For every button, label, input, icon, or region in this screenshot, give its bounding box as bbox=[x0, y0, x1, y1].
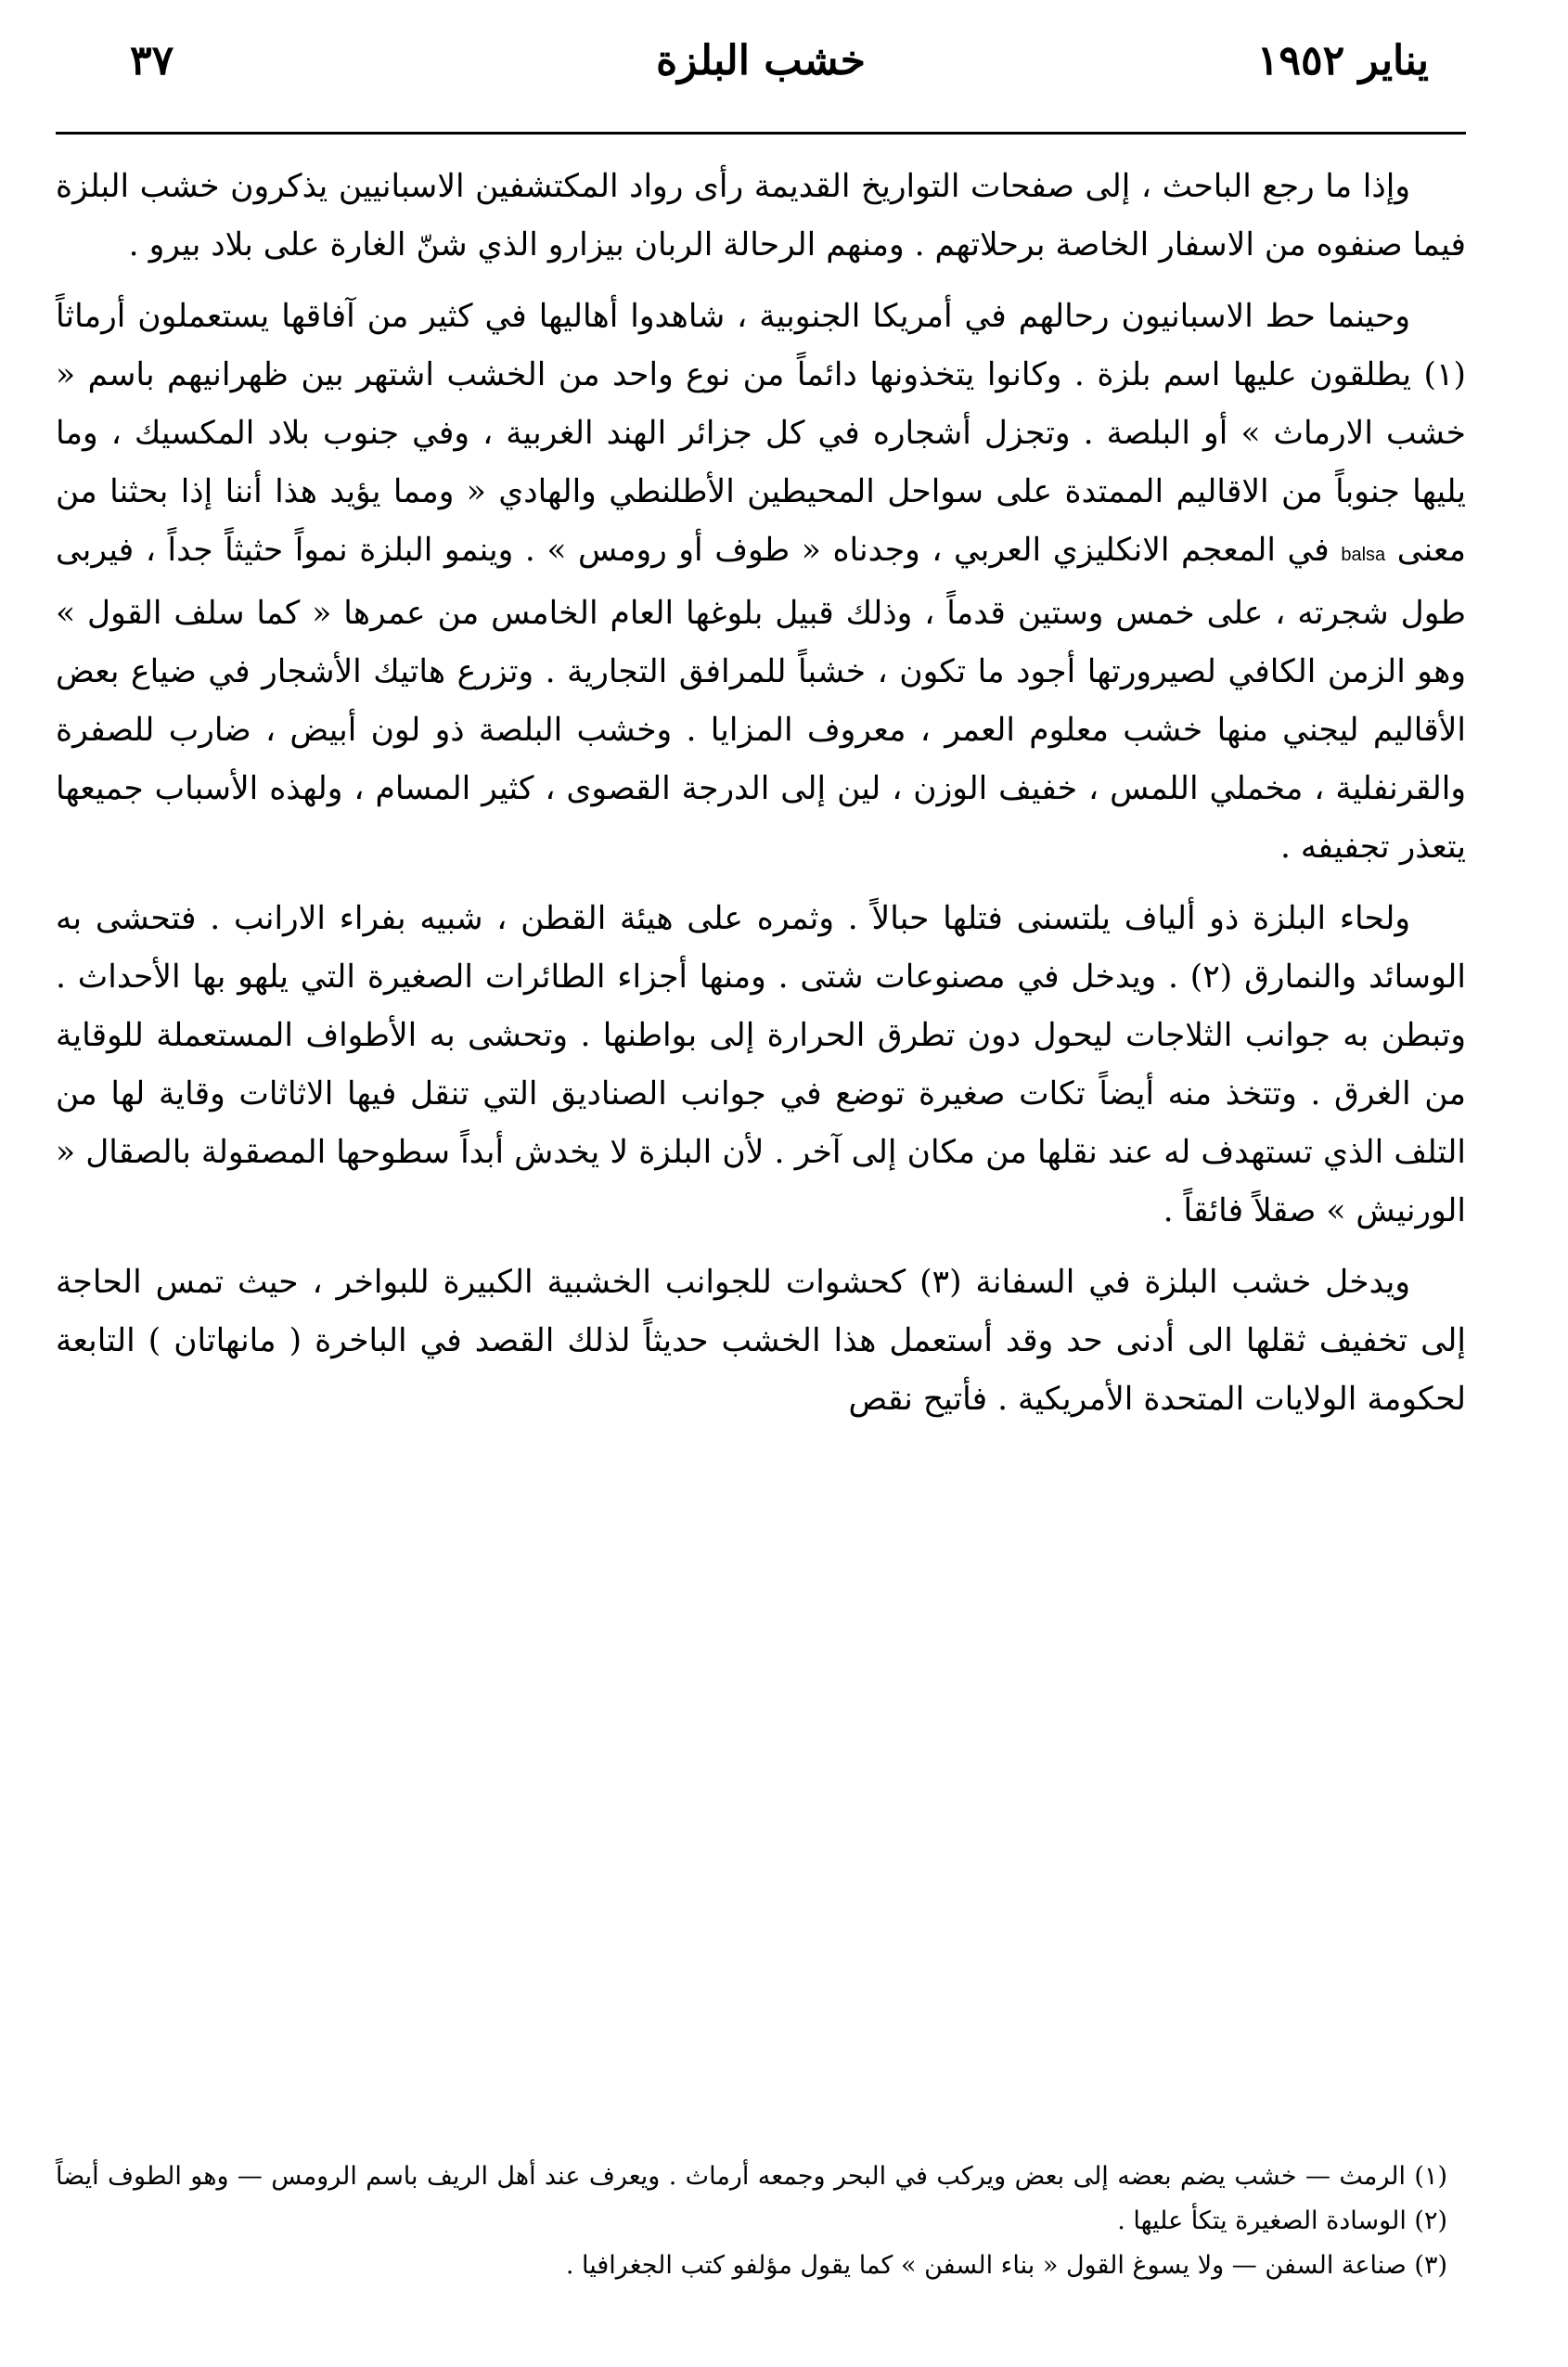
paragraph-3: ولحاء البلزة ذو ألياف يلتسنى فتلها حبالاً . وثمره على هيئة القطن ، شبيه بفراء الارانب . فتحشى به الوسائد والنمارق (٢) . ويدخل في مصنوعات شتى . ومنها أجزاء الطائرات الصغيرة التي يلهو بها الأحداث . وتبطن به جوانب الثلاجات ليحول دون تطرق الحرارة إلى بواطنها . وتحشى به الأطواف المستعملة للوقاية من الغرق . وتتخذ منه أيضاً تكات صغيرة توضع في جوانب الصناديق التي تنقل فيها الاثاثات وقاية لها من التلف الذي تستهدف له عند نقلها من مكان إلى آخر . لأن البلزة لا يخدش أبداً سطوحها المصقولة بالصقال « الورنيش » صقلاً فائقاً . bbox=[56, 900, 1466, 1229]
running-header bbox=[56, 28, 1466, 102]
page-number: ٣٧ bbox=[130, 37, 174, 84]
paragraph-2 bbox=[56, 288, 1466, 877]
header-date: يناير ١٩٥٢ bbox=[1256, 37, 1429, 84]
paragraph-2-text: وحينما حط الاسبانيون رحالهم في أمريكا الجنوبية ، شاهدوا أهاليها في كثير من آفاقها يستعملون أرماثاً (١) يطلقون عليها اسم بلزة . وكانوا يتخذونها دائماً من نوع واحد من الخشب اشتهر بين ظهرانيهم باسم « خشب الارماث » أو البلصة . وتجزل أشجاره في كل جزائر الهند الغربية ، وفي جنوب بلاد المكسيك ، وما يليها جنوباً من الاقاليم الممتدة على سواحل المحيطين الأطلنطي والهادي « ومما يؤيد هذا أننا إذا بحثنا من معنى balsa في المعجم الانكليزي العربي ، وجدناه « طوف أو رومس » . وينمو البلزة نمواً حثيثاً جداً ، فيربى طول شجرته ، على خمس وستين قدماً ، وذلك قبيل بلوغها العام الخامس من عمرها « كما سلف القول » وهو الزمن الكافي لصيرورتها أجود ما تكون ، خشباً للمرافق التجارية . وتزرع هاتيك الأشجار في ضياع بعض الأقاليم ليجني منها خشب معلوم العمر ، معروف المزايا . وخشب البلصة ذو لون أبيض ، ضارب للصفرة والقرنفلية ، مخملي اللمس ، خفيف الوزن ، لين إلى الدرجة القصوى ، كثير المسام ، ولهذه الأسباب جميعها يتعذر تجفيفه . bbox=[56, 298, 1466, 866]
footnote-1-2: (١) الرمث — خشب يضم بعضه إلى بعض ويركب في البحر وجمعه أرماث . ويعرف عند أهل الريف باسم الرومس — وهو الطوف أيضاً (٢) الوسادة الصغيرة يتكأ عليها . bbox=[56, 2162, 1447, 2235]
footnote-3: (٣) صناعة السفن — ولا يسوغ القول « بناء السفن » كما يقول مؤلفو كتب الجغرافيا . bbox=[565, 2251, 1447, 2280]
header-title: خشب البلزة bbox=[656, 37, 866, 84]
paragraph-1: وإذا ما رجع الباحث ، إلى صفحات التواريخ القديمة رأى رواد المكتشفين الاسبانيين يذكرون خشب البلزة فيما صنفوه من الاسفار الخاصة برحلاتهم . ومنهم الرحالة الربان بيزارو الذي شنّ الغارة على بلاد بيرو . bbox=[56, 168, 1466, 264]
document-page bbox=[56, 28, 1466, 2338]
body-text bbox=[56, 158, 1466, 1442]
footnotes bbox=[56, 2155, 1466, 2288]
latin-word-balsa: balsa bbox=[1341, 545, 1386, 565]
paragraph-4: ويدخل خشب البلزة في السفانة (٣) كحشوات للجوانب الخشبية الكبيرة للبواخر ، حيث تمس الحاجة إلى تخفيف ثقلها الى أدنى حد وقد أستعمل هذا الخشب حديثاً لذلك القصد في الباخرة ( مانهاتان ) التابعة لحكومة الولايات المتحدة الأمريكية . فأتيح نقص bbox=[56, 1264, 1466, 1418]
header-rule bbox=[56, 132, 1466, 135]
